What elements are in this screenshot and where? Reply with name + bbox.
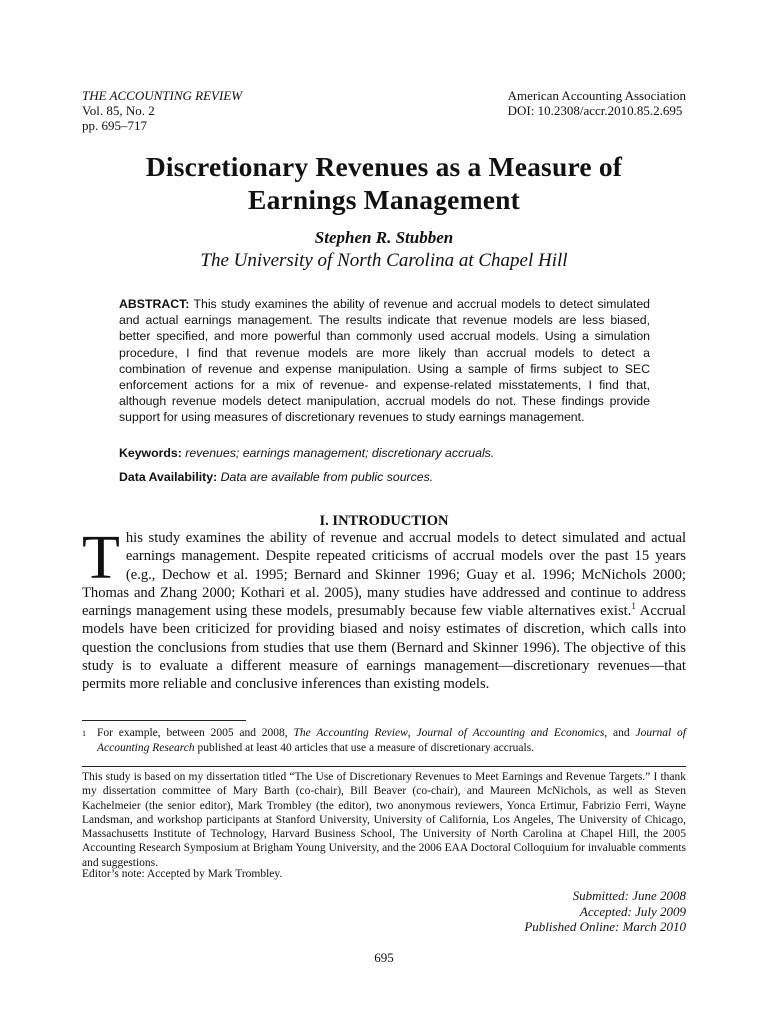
keywords-value: revenues; earnings management; discretionary accruals. — [185, 446, 495, 460]
footnote-marker[interactable]: 1 — [631, 601, 636, 612]
data-availability-value: Data are available from public sources. — [220, 470, 434, 484]
footnote-journal-1: The Accounting Review — [293, 727, 408, 739]
data-availability-label: Data Availability: — [119, 470, 218, 484]
title-line-2: Earnings Management — [248, 184, 520, 215]
author-name: Stephen R. Stubben — [314, 228, 454, 247]
author-affiliation: The University of North Carolina at Chapel Hill — [200, 250, 568, 271]
keywords — [119, 445, 650, 461]
footnote-number: 1 — [82, 729, 86, 738]
intro-text-1: his study examines the ability of revenue and accrual models to detect simulated and actual earnings management. Despite repeated criticisms of accrual models over the past 15 years (e.g., Dechow et al. 1995; Bernard and Skinner 1996; Guay et al. 1996; McNichols 2000; Thomas and Zhang 2000; Kothari et al. 2005), many studies have addressed and continue to address earnings management using these models, presumably because few viable alternatives exist. — [82, 530, 686, 620]
paper-page — [82, 88, 687, 965]
footnote-pre: For example, between 2005 and 2008, — [97, 727, 294, 739]
introduction-paragraph — [82, 524, 686, 694]
publisher-info — [508, 88, 686, 118]
publisher-name: American Accounting Association — [507, 88, 686, 103]
drop-cap: T — [82, 524, 120, 592]
footnote-sep-2: , and — [604, 727, 636, 739]
submitted-date: Submitted: June 2008 — [572, 888, 686, 903]
data-availability — [119, 469, 650, 485]
journal-name: THE ACCOUNTING REVIEW — [82, 88, 243, 103]
running-header — [82, 88, 686, 138]
journal-volume: Vol. 85, No. 2 — [82, 103, 155, 118]
accepted-date: Accepted: July 2009 — [579, 903, 686, 919]
footnote-post: published at least 40 articles that use a measure of discretionary accruals. — [194, 742, 535, 754]
footnote-sep-1: , — [407, 727, 417, 739]
acknowledgment: This study is based on my dissertation titled “The Use of Discretionary Revenues to Meet Earnings and Revenue Targets.” I thank my dissertation committee of Mary Barth (co-chair), Bill Beaver (co-chair), and Maureen McNichols, as well as Steven Kachelmeier (the senior editor), Mark Trombley (the editor), two anonymous reviewers, Yonca Ertimur, Fabrizio Ferri, Wayne Landsman, and workshop participants at Stanford University, University of California, Los Angeles, The University of Chicago, Massachusetts Institute of Technology, Harvard Business School, The University of North Carolina at Chapel Hill, the 2005 Accounting Research Symposium at Brigham Young University, and the 2006 EAA Doctoral Colloquium for invaluable comments and suggestions. — [82, 771, 686, 869]
footnote-text — [97, 726, 686, 756]
editor-note: Editor’s note: Accepted by Mark Trombley. — [82, 868, 283, 880]
doi: DOI: 10.2308/accr.2010.85.2.695 — [507, 103, 683, 118]
keywords-label: Keywords: — [119, 446, 182, 460]
published-date: Published Online: March 2010 — [524, 919, 686, 934]
section-heading: I. INTRODUCTION — [319, 513, 449, 529]
abstract-text: This study examines the ability of revenue and accrual models to detect simulated and actual earnings management. The results indicate that revenue models are less biased, better specified, and more powerful than commonly used accrual models. Using a simulation procedure, I find that revenue models are more likely than accrual models to detect a combination of revenue and expense manipulation. Using a sample of firms subject to SEC enforcement actions for a mix of revenue- and expense-related misstatements, I find that, although revenue models detect manipulation, accrual models do not. These findings provide support for using measures of discretionary revenues to study earnings management. — [119, 297, 650, 425]
abstract — [119, 296, 650, 426]
publication-dates — [524, 888, 686, 935]
journal-pages: pp. 695–717 — [82, 118, 147, 133]
intro-text-2: Accrual models have been criticized for providing biased and noisy estimates of discretion, which calls into question the conclusions from studies that use them (Bernard and Skinner 1996). The objective of this study is to evaluate a different measure of earnings management—discretionary revenues—that permits more reliable and conclusive inferences than existing models. — [82, 603, 686, 693]
journal-info — [82, 88, 242, 133]
title-line-1: Discretionary Revenues as a Measure of — [145, 151, 623, 182]
footnote-divider — [82, 720, 246, 721]
footnote-journal-2: Journal of Accounting and Economics — [416, 727, 605, 739]
page-number: 695 — [374, 950, 394, 965]
footnote-journal-3: Journal of Accounting Research — [97, 727, 687, 754]
abstract-label: ABSTRACT: — [119, 297, 190, 311]
paper-title — [82, 150, 686, 216]
acknowledgment-divider — [82, 766, 686, 767]
footnote — [82, 726, 686, 756]
